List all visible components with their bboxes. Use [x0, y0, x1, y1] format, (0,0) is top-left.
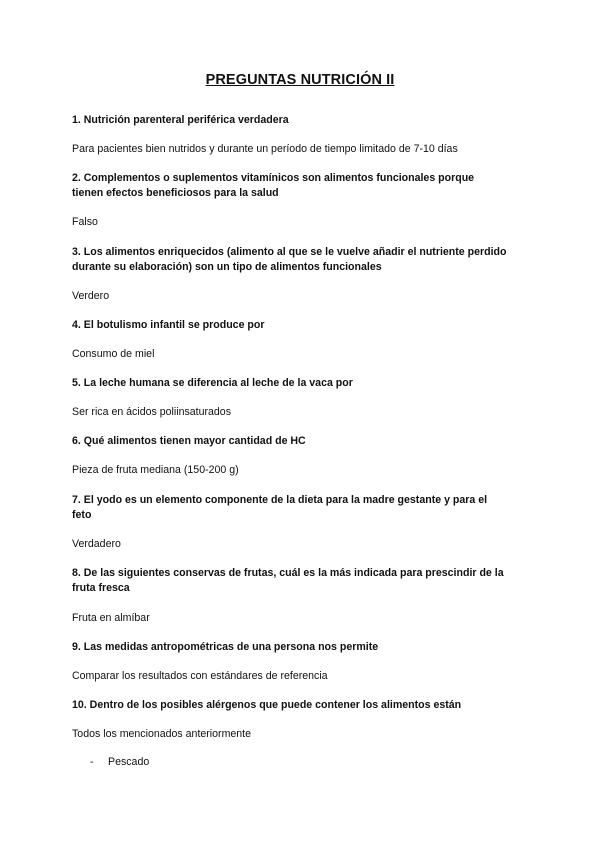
answer-5: Ser rica en ácidos poliinsaturados [72, 406, 231, 418]
answer-1: Para pacientes bien nutridos y durante un período de tiempo limitado de 7-10 días [72, 143, 458, 155]
answer-6: Pieza de fruta mediana (150-200 g) [72, 464, 239, 476]
question-5: 5. La leche humana se diferencia al leche de la vaca por [72, 377, 353, 389]
question-9: 9. Las medidas antropométricas de una persona nos permite [72, 641, 379, 653]
page-title: PREGUNTAS NUTRICIÓN II [205, 72, 395, 88]
answer-9: Comparar los resultados con estándares de referencia [72, 670, 328, 682]
question-3-line-1: 3. Los alimentos enriquecidos (alimento al que se le vuelve añadir el nutriente perdido [72, 246, 507, 258]
question-2-line-2: tienen efectos beneficiosos para la salud [72, 187, 279, 199]
answer-4: Consumo de miel [72, 348, 155, 360]
bullet-dash: - [90, 756, 94, 768]
answer-3: Verdero [72, 290, 110, 302]
answer-10: Todos los mencionados anteriormente [72, 728, 252, 740]
answer-2: Falso [72, 216, 98, 228]
question-8-line-2: fruta fresca [72, 582, 130, 594]
question-7-line-1: 7. El yodo es un elemento componente de la dieta para la madre gestante y para el [72, 494, 488, 506]
question-7-line-2: feto [72, 509, 92, 521]
question-10: 10. Dentro de los posibles alérgenos que puede contener los alimentos están [72, 699, 462, 711]
question-4: 4. El botulismo infantil se produce por [72, 319, 265, 331]
question-6: 6. Qué alimentos tienen mayor cantidad de HC [72, 435, 306, 447]
bullet-item-pescado: Pescado [108, 756, 150, 768]
question-2-line-1: 2. Complementos o suplementos vitamínicos son alimentos funcionales porque [72, 172, 475, 184]
answer-8: Fruta en almíbar [72, 612, 150, 624]
answer-7: Verdadero [72, 538, 121, 550]
question-3-line-2: durante su elaboración) son un tipo de alimentos funcionales [72, 261, 382, 273]
question-8-line-1: 8. De las siguientes conservas de frutas, cuál es la más indicada para prescindir de la [72, 567, 504, 579]
question-1: 1. Nutrición parenteral periférica verdadera [72, 114, 289, 126]
